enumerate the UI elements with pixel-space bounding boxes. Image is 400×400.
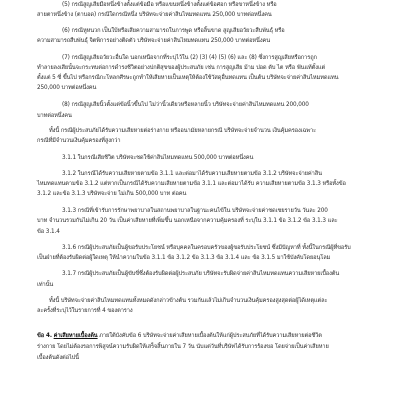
text-line: ข้อ 3.1.4 xyxy=(37,229,60,235)
text-line: 3.1.1 ในกรณีเสียชีวิต บริษัทจะชดใช้ค่าสินไหมทดแทน 500,000 บาทต่อหนึ่งคน xyxy=(62,155,254,161)
text-line: (5) กรณีสูญเสียมือหนึ่งข้างตั้งแต่ข้อมือ หรือแขนหนึ่งข้างตั้งแต่ข้อศอก หรือขาหนึ่งข้าง หรือ xyxy=(62,2,277,8)
text-line: 3.1.6 กรณีผู้ประสบภัยเป็นผู้ขอรับประโยชน์ หรือบุคคลในครอบครัวของผู้ขอรับประโยชน์ ซึ่งมีปัญหาที่ ทั้งนี้ในกรณีผู้ที่ขอรับ xyxy=(62,245,351,251)
text-line: 3.1.2 และข้อ 3.1.3 บริษัทจะจ่าย ไม่เกิน 500,000 บาท ต่อคน xyxy=(37,191,187,197)
clause-4-first-line xyxy=(37,332,322,340)
text-line: ทำลายลงเสียนั้นจะกระทบต่อการดำรงชีวิตอย่างปกติสุขของผู้ประสบภัย เช่น การสูญเสีย ม้าม ปอด ตับ ไต หรือ ฟันแท้ตั้งแต่ xyxy=(37,65,326,71)
clause-4-title: ค่าเสียหายเบื้องต้น xyxy=(53,333,98,339)
text-line: (8) กรณีสูญเสียนิ้วตั้งแต่ข้อนิ้วขึ้นไป ไม่ว่านิ้วเดียวหรือหลายนิ้ว บริษัทจะจ่ายค่าสินไหมทดแทน 200,000 xyxy=(62,102,309,108)
clause-4-first-line-text: ภายใต้บังคับข้อ 6 บริษัทจะจ่ายค่าเสียหายเบื้องต้นให้แก่ผู้ประสบภัยที่ได้รับความเสียหายต่อชีวิต xyxy=(97,333,322,339)
text-line: ไหมทดแทนตามข้อ 3.1.2 แต่หากเป็นกรณีได้รับความเสียหายตามข้อ 3.1.1 และต่อมาได้รับ ความเสียหายตามข้อ 3.1.3 หรือทั้งข้อ xyxy=(37,181,346,187)
clause-4-number: ข้อ 4. xyxy=(37,333,52,339)
text-line: ความสามารถสืบพันธุ์ จิตพิการอย่างติดตัว บริษัทจะจ่ายค่าสินไหมทดแทน 250,000 บาทต่อหนึ่งคน xyxy=(37,38,270,44)
text-line: เท่านั้น xyxy=(37,282,54,288)
text-line: ละครั้งที่ระบุไว้ในรายการที่ 4 ของตาราง xyxy=(37,308,133,314)
text-line: ตั้งแต่ 5 ซี่ ขึ้นไป หรือกรณีกะโหลกศีรษะถูกทำให้เสียหายเป็นเหตุให้ต้องใช้วัสดุอื่นทดแทน เป็นต้น บริษัทจะจ่ายค่าสินไหมทดแทน xyxy=(37,75,339,81)
text-line: 3.1.7 กรณีผู้ประสบภัยเป็นผู้ขับขี่ซึ่งต้องรับผิดต่อผู้ประสบภัย บริษัทจะรับผิดจ่ายค่าสินไหมทดแทนความเสียหายเบื้องต้น xyxy=(62,271,340,277)
text-line: ทั้งนี้ บริษัทจะจ่ายค่าสินไหมทดแทนทั้งหมดดังกล่าวข้างต้น รวมกันแล้วไม่เกินจำนวนเงินคุ้มครองสูงสุดต่อผู้ได้เหตุแต่ละ xyxy=(49,298,328,304)
text-line: กรณีที่มีจำนวนเงินคุ้มครองที่สูงกว่า xyxy=(37,138,121,144)
text-line: ทั้งนี้ กรณีผู้ประสบภัยได้รับความเสียหายต่อร่างกาย หรืออนามัยหลายกรณี บริษัทจะจ่ายจำนวน เงินคุ้มครองเฉพาะ xyxy=(49,128,316,134)
text-line: เป็นฝ่ายที่ต้องรับผิดต่อผู้ใดเหตุ ให้นำความในข้อ 3.1.1 ข้อ 3.1.2 ข้อ 3.1.3 ข้อ 3.1.4 และ ข้อ 3.1.5 มาใช้บังคับโดยอนุโลม xyxy=(37,255,331,261)
text-line: บาทต่อหนึ่งคน xyxy=(37,113,72,119)
text-line: ร่างกาย โดยไม่ต้องรอการพิสูจน์ความรับผิดให้เสร็จสิ้นภายใน 7 วัน นับแต่วันที่บริษัทได้รับการร้องขอ โดยจ่ายเป็นค่าเสียหาย xyxy=(37,344,329,350)
text-line: 3.1.3 กรณีที่เข้ารับการรักษาพยาบาลในสถานพยาบาลในฐานะคนไข้ใน บริษัทจะจ่ายค่าชดเชยรายวัน วันละ 200 xyxy=(62,208,328,214)
text-line: (7) กรณีสูญเสียอวัยวะอื่นใด นอกเหนือจากที่ระบุไว้ใน (2) (3) (4) (5) (6) และ (8) ซึ่งการสูญเสียหรือการถูก xyxy=(62,55,317,61)
text-line: สายตาหนึ่งข้าง (ตาบอด) กรณีใดกรณีหนึ่ง บริษัทจะจ่ายค่าสินไหมทดแทน 250,000 บาทต่อหนึ่งคน xyxy=(37,12,272,18)
text-line: (6) กรณีหูหนวก เป็นใบ้หรือเสียความสามารถในการพูด หรือลิ้นขาด สูญเสียอวัยวะสืบพันธุ์ หรือ xyxy=(62,28,285,34)
text-line: 250,000 บาทต่อหนึ่งคน xyxy=(37,85,97,91)
text-line: 3.1.2 ในกรณีได้รับความเสียหายตามข้อ 3.1.1 และต่อมาได้รับความเสียหายตามข้อ 3.1.2 บริษัทจะจ่ายค่าสิน xyxy=(62,171,322,177)
text-line: เบื้องต้นดังต่อไปนี้ xyxy=(37,355,79,361)
text-line: บาท จำนวนรวมกันไม่เกิน 20 วัน เป็นค่าเสียหายที่เพิ่มขึ้น นอกเหนือจากความคุ้มครองที่ ระบุใน 3.1.1 ข้อ 3.1.2 ข้อ 3.1.3 และ xyxy=(37,218,338,224)
